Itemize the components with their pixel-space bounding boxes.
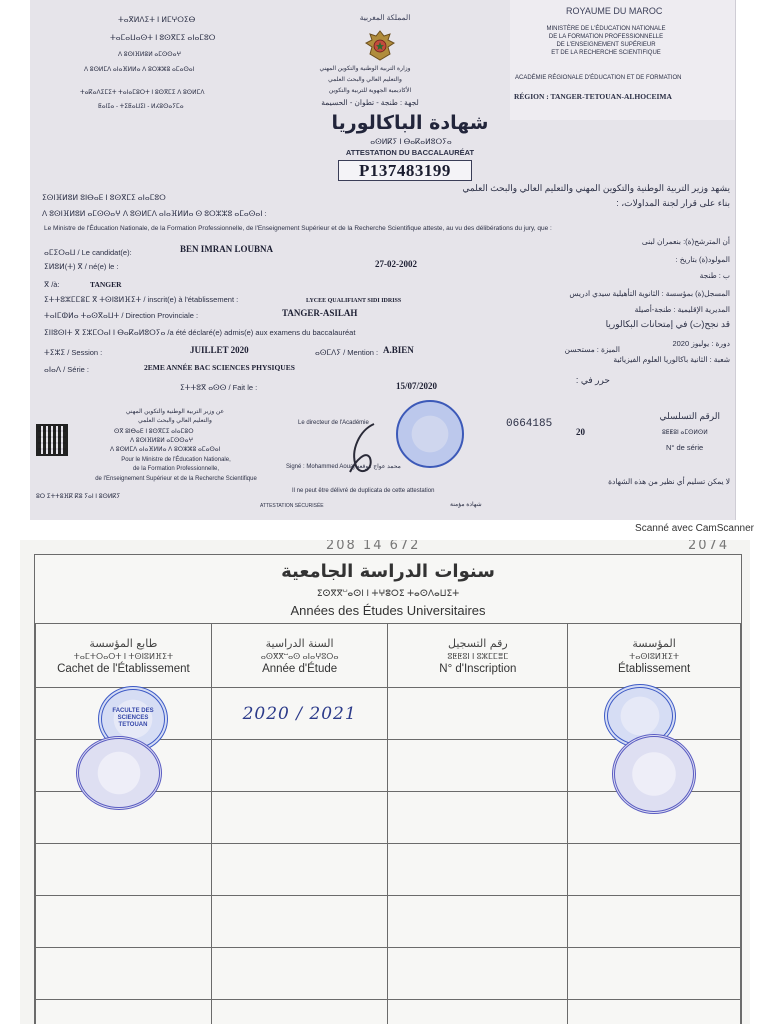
kingdom-arabic: المملكة المغربية — [359, 13, 411, 22]
year-cell — [211, 896, 388, 948]
ministry-arabic-2: والتعليم العالي والبحث العلمي — [328, 77, 402, 83]
minister-tifinagh-3: ⴷ ⵓⵙⵍⵎⴷ ⴰⵏⴰⴼⵍⵍⴰ ⴷ ⵓⵔⵣⵣⵓ ⴰⵎⴰⵙⴰⵏ — [110, 447, 221, 453]
serial-label-tifinagh: ⵓⵟⵟⵓⵏ ⴰⵎⵙⵍⵙⵍ — [662, 430, 708, 436]
table-row — [36, 792, 741, 844]
serial-label-arabic: الرقم التسلسلي — [659, 411, 720, 421]
inscription-cell — [388, 688, 568, 740]
coat-of-arms-icon — [360, 28, 400, 64]
kingdom-french: ROYAUME DU MAROC — [566, 6, 663, 16]
intro-arabic-1: يشهد وزير التربية الوطنية والتكوين المهني والتعليم العالي والبحث العلمي — [462, 183, 730, 193]
minister-french-1: Pour le Ministre de l'Éducation Nationale, — [121, 457, 231, 463]
province-arabic: المديرية الإقليمية : طنجة-أصيلة — [634, 305, 730, 314]
column-header-etablissement: المؤسسة ⵜⴰⵙⵏⵓⵍⴼⵉⵜ Établissement — [568, 624, 741, 688]
cachet-cell — [36, 688, 212, 740]
at-label: ⴳ /à: — [44, 280, 60, 289]
province-label: ⵜⴰⵏⵎⵀⵍⴰ ⵜⴰⵙⴳⴰⵡⵜ / Direction Provinciale : — [44, 311, 199, 320]
column-header-annee: السنة الدراسية ⴰⵙⴳⴳⵯⴰⵙ ⴰⵏⴰⵖⵓⵔⴰ Année d'Étude — [211, 624, 388, 688]
admitted-label: ⵉⵏⵏⵓⵙⵏⵜ ⴳ ⵉⵣⵎⵔⴰⵏ ⵏ ⴱⴰⴽⴰⵍⵓⵔⵢⴰ /a été déclaré(e) admis(e) aux examens du baccalauréat — [44, 328, 356, 337]
director-label: Le directeur de l'Académie — [298, 420, 369, 426]
school-arabic: المسجل(ة) بمؤسسة : الثانوية التأهيلية سيدي ادريس — [569, 289, 730, 298]
serie-value: 2EME ANNÉE BAC SCIENCES PHYSIQUES — [144, 363, 295, 372]
academy-stamp — [396, 400, 464, 468]
inscription-cell — [388, 740, 568, 792]
column-header-inscription: رقم التسجيل ⵓⵟⵟⵓⵏ ⵏ ⵓⵣⵎⵎⴻⵎ N° d'Inscription — [388, 624, 568, 688]
mention-value: A.BIEN — [383, 345, 414, 355]
ministry-french-3: DE L'ENSEIGNEMENT SUPÉRIEUR — [556, 42, 656, 48]
year-cell — [211, 688, 388, 740]
serial-label-french: N° de série — [666, 443, 704, 452]
footer-tifinagh: ⵓⵔ ⵉⵜⵜⵓⴼⴽ ⴽⵓ ⵢⴰⵏ ⵏ ⵓⵙⵍⴽⵢ — [36, 494, 121, 500]
table-header-row — [36, 624, 741, 688]
ministry-french-1: MINISTÈRE DE L'ÉDUCATION NATIONALE — [546, 26, 666, 32]
camscanner-watermark: Scanné avec CamScanner — [635, 523, 754, 534]
qr-code-icon — [36, 424, 68, 456]
handwritten-number-left: 208 14 672 — [326, 540, 421, 553]
academy-arabic: الأكاديمية الجهوية للتربية والتكوين — [328, 88, 412, 94]
serial-number-footer: 0664185 — [506, 418, 553, 430]
admitted-arabic: قد نجح(ت) في إمتحانات البكالوريا — [605, 319, 730, 329]
secure-attestation-ar: شهادة مؤمنة — [450, 502, 482, 508]
ministry-french-2: DE LA FORMATION PROFESSIONNELLE — [548, 34, 664, 40]
baccalaureate-certificate — [30, 0, 736, 520]
minister-arabic-1: عن وزير التربية الوطنية والتكوين المهني — [125, 409, 225, 415]
table-row — [36, 740, 741, 792]
intro-french: Le Ministre de l'Éducation Nationale, de la Formation Professionnelle, de l'Enseignement Supérieur et de la Recherche Scientifique atteste, au vu des délibérations du jury, que : — [44, 225, 552, 232]
mention-arabic: الميزة : مستحسن — [564, 345, 620, 354]
etablissement-cell — [568, 740, 741, 792]
intro-tifinagh-2: ⴷ ⵓⵙⵏⴼⵍⵓⵍ ⴰⵎⵙⵙⴰⵖ ⴷ ⵓⵙⵍⵎⴷ ⴰⵏⴰⴼⵍⵍⴰ ⵙ ⵓⵔⵣⵣⵓ ⴰⵎⴰⵙⴰⵏ : — [42, 209, 267, 218]
done-arabic: حرر في : — [575, 375, 610, 385]
region-french: RÉGION : TANGER-TETOUAN-ALHOCEIMA — [514, 92, 672, 101]
warning-arabic: لا يمكن تسليم أي نظير من هذه الشهادة — [608, 477, 730, 486]
mention-label: ⴰⵙⵎⴷⵢ / Mention : — [315, 348, 379, 357]
left-header-line1: ⵜⴰⴳⵍⴷⵉⵜ ⵏ ⵍⵎⵖⵔⵉⴱ — [118, 15, 196, 24]
born-label: ⵉⵍⵓⵍ(ⵜ) ⴳ / né(e) le : — [44, 262, 119, 271]
years-title-french: Années des Études Universitaires — [290, 603, 486, 618]
table-row — [36, 896, 741, 948]
left-header-line3: ⴷ ⵓⵙⵏⴼⵍⵓⵍ ⴰⵎⵙⵙⴰⵖ — [118, 52, 181, 58]
year-value: 2020 / 2021 — [242, 703, 357, 724]
intro-arabic-2: بناء على قرار لجنة المداولات، : — [616, 198, 730, 208]
done-label: ⵉⵜⵜⵓⴳ ⴰⵙⵙ / Fait le : — [180, 383, 258, 392]
university-years-card — [20, 540, 750, 1024]
province-value: TANGER-ASILAH — [282, 308, 358, 318]
university-years-table — [35, 623, 741, 1024]
secure-attestation-fr: ATTESTATION SÉCURISÉE — [260, 503, 324, 509]
signature-text: Signé : Mohammed Aouaj محمد عواج : وقعه — [286, 464, 401, 470]
school-label: ⵉⵜⵜⵓⵣⵎⵎⴻⵎ ⴳ ⵜⵙⵏⵓⵍⴼⵉⵜ / inscrit(e) à l'établissement : — [44, 295, 239, 304]
session-arabic: دورة : يوليوز 2020 — [672, 339, 730, 348]
candidate-value: BEN IMRAN LOUBNA — [180, 244, 274, 254]
session-value: JUILLET 2020 — [190, 345, 249, 355]
table-row — [36, 688, 741, 740]
academy-french: ACADÉMIE RÉGIONALE D'ÉDUCATION ET DE FORMATION — [515, 75, 682, 81]
cachet-cell — [36, 740, 212, 792]
certificate-title-arabic: شهادة الباكالوريا — [331, 112, 489, 134]
etablissement-cell — [568, 688, 741, 740]
at-value: TANGER — [90, 280, 122, 289]
born-arabic: المولود(ة) بتاريخ : — [675, 255, 730, 264]
school-value: LYCEE QUALIFIANT SIDI IDRISS — [306, 298, 402, 304]
certificate-title-french: ATTESTATION DU BACCALAURÉAT — [345, 148, 475, 157]
years-table-frame — [34, 554, 742, 1024]
serie-arabic: شعبة : الثانية باكالوريا العلوم الفيزيائية — [613, 355, 730, 364]
serie-label: ⴰⵏⴰⴷ / Série : — [44, 365, 89, 374]
left-header-line4: ⴷ ⵓⵙⵍⵎⴷ ⴰⵏⴰⴼⵍⵍⴰ ⴷ ⵓⵔⵣⵣⵓ ⴰⵎⴰⵙⴰⵏ — [84, 67, 195, 73]
glare-area — [510, 0, 736, 120]
table-row — [36, 1000, 741, 1024]
intro-tifinagh-1: ⵉⵙⵏⴼⵍⵓⵍ ⵓⵏⴱⴰⴹ ⵏ ⵓⵙⴳⵎⵉ ⴰⵏⴰⵎⵓⵔ — [42, 193, 166, 202]
born-value: 27-02-2002 — [375, 259, 417, 269]
candidate-arabic: أن المترشح(ة): بنعمران لبنى — [641, 237, 730, 246]
minister-tifinagh-1: ⵙⴳ ⵓⵏⴱⴰⴹ ⵏ ⵓⵙⴳⵎⵉ ⴰⵏⴰⵎⵓⵔ — [114, 429, 194, 435]
column-header-cachet: طابع المؤسسة ⵜⴰⵎⵜⵔⴰⵔⵜ ⵏ ⵜⵙⵏⵓⵍⴼⵉⵜ Cachet de l'Établissement — [36, 624, 212, 688]
years-title-tifinagh: ⵉⵙⴳⴳⵯⴰⵙⵏ ⵏ ⵜⵖⵓⵔⵉ ⵜⴰⵙⴷⴰⵡⵉⵜ — [316, 588, 460, 598]
no-duplicate-note: Il ne peut être délivré de duplicata de cette attestation — [292, 488, 435, 494]
year-cell — [211, 740, 388, 792]
candidate-label: ⴰⵎⵉⵔⴰⵡ / Le candidat(e): — [44, 248, 132, 257]
minister-french-2: de la Formation Professionnelle, — [132, 466, 220, 472]
left-header-line2: ⵜⴰⵎⴰⵡⴰⵙⵜ ⵏ ⵓⵙⴳⵎⵉ ⴰⵏⴰⵎⵓⵔ — [110, 33, 216, 42]
at-arabic: ب : طنجة — [699, 271, 730, 280]
table-row — [36, 844, 741, 896]
year-cell — [211, 792, 388, 844]
serial-number-box — [338, 160, 472, 181]
done-value: 15/07/2020 — [396, 381, 438, 391]
left-header-line6: ⵟⴰⵏⵊⴰ - ⵜⵉⵟⴰⵡⵉⵏ - ⵍⵃⵓⵙⴰⵢⵎⴰ — [98, 104, 184, 110]
year-cell — [211, 844, 388, 896]
region-arabic: لجهة : طنجة - تطوان - الحسيمة — [321, 98, 419, 107]
session-label: ⵜⵉⵣⵉ / Session : — [44, 348, 103, 357]
ministry-french-4: ET DE LA RECHERCHE SCIENTIFIQUE — [551, 50, 661, 56]
serial-number: P137483199 — [359, 161, 451, 180]
certificate-title-tifinagh: ⴰⵙⵍⴽⵢ ⵏ ⴱⴰⴽⴰⵍⵓⵔⵢⴰ — [370, 137, 452, 146]
year-cell — [211, 948, 388, 1000]
minister-french-3: de l'Enseignement Supérieur et de la Recherche Scientifique — [95, 476, 257, 482]
ministry-arabic-1: وزارة التربية الوطنية والتكوين المهني — [319, 66, 411, 72]
year-cell — [211, 1000, 388, 1024]
years-title-arabic: سنوات الدراسة الجامعية — [281, 561, 495, 582]
serial-number-suffix: 20 — [576, 427, 585, 437]
left-header-line5: ⵜⴰⴽⴰⴷⵉⵎⵉⵜ ⵜⴰⵏⴰⵎⵓⵔⵜ ⵏ ⵓⵙⴳⵎⵉ ⴷ ⵓⵙⵍⵎⴷ — [80, 90, 205, 96]
minister-tifinagh-2: ⴷ ⵓⵙⵏⴼⵍⵓⵍ ⴰⵎⵙⵙⴰⵖ — [130, 438, 193, 444]
handwritten-number-right: 2074 — [688, 540, 730, 553]
minister-arabic-2: والتعليم العالي والبحث العلمي — [138, 418, 212, 424]
table-row — [36, 948, 741, 1000]
faculty-stamp-text: FACULTE DES SCIENCES TETOUAN — [112, 708, 154, 729]
